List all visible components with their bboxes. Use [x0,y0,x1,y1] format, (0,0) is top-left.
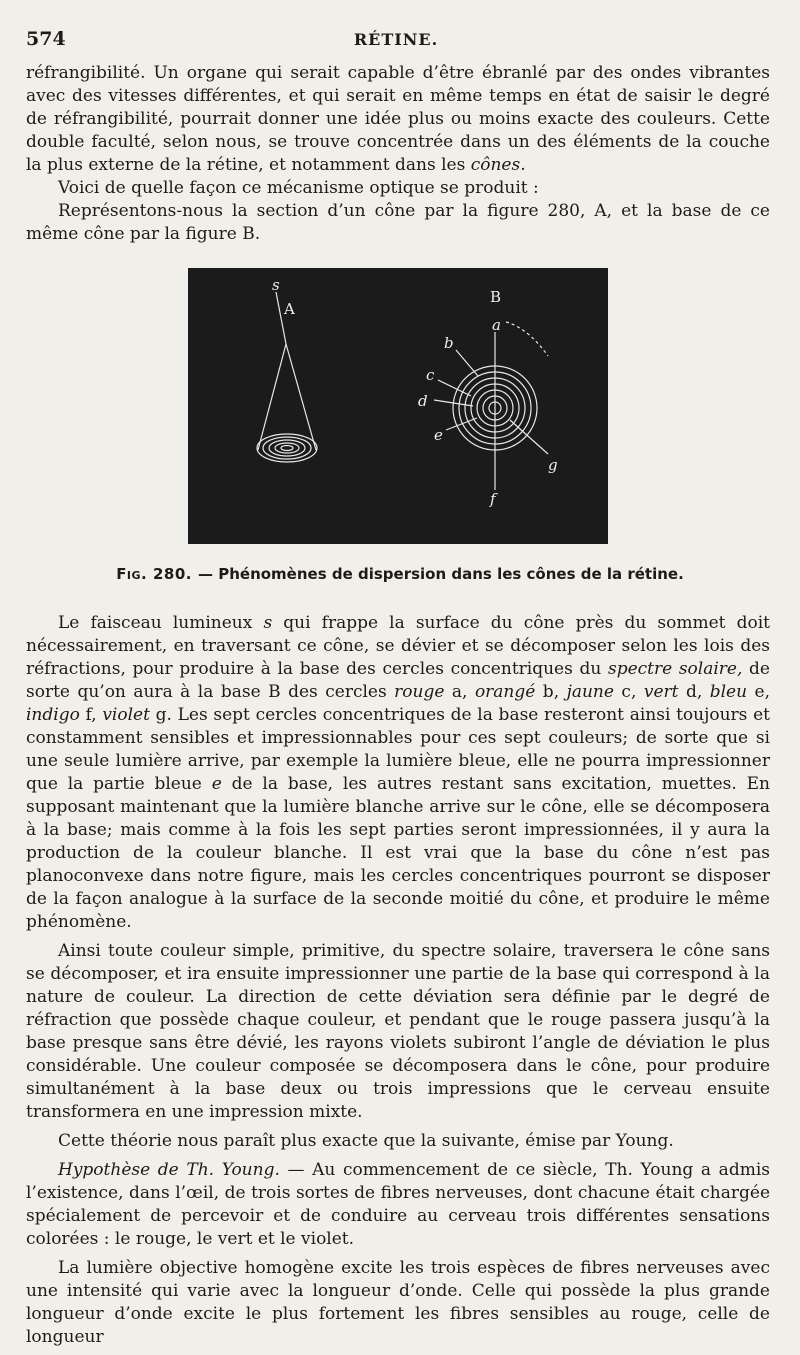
label-e: e [434,426,443,444]
figure-caption-label: Fig. 280. [116,565,192,583]
figure-280 [188,268,608,544]
label-g: g [548,456,558,474]
body-paragraph-1: Le faisceau lumineux s qui frappe la surface du cône près du sommet doit nécessairement, en traversant ce cône, se dévier et se décomposer selon les lois des réfractions, pour produire à la base des cercles concentriques du spectre solaire, de sorte qu’on aura à la base B des cercles rouge a, orangé b, jaune c, vert d, bleu e, indigo f, violet g. Les sept cercles concentriques de la base resteront ainsi toujours et constamment sensibles et impressionnables pour ces sept couleurs; de sorte que si une seule lumière arrive, par exemple la lumière bleue, elle ne pourra impressionner que la partie bleue e de la base, les autres restant sans excitation, muettes. En supposant maintenant que la lumière blanche arrive sur le cône, elle se décomposera à la base; mais comme à la fois les sept parties seront impressionnées, il y aura la production de la couleur blanche. Il est vrai que la base du cône n’est pas planoconvexe dans notre figure, mais les cercles concentriques pourront se disposer de la façon analogue à la surface de la seconde moitié du cône, et produire le même phénomène. [26,613,771,932]
label-s: s [272,276,280,294]
cone-base-ring-4 [275,443,299,453]
arc-curve [506,322,548,356]
running-head: RÉTINE. [353,30,439,49]
intro-text [26,62,770,246]
leader-c [438,380,471,396]
intro-paragraph-3: Représentons-nous la section d’un cône par la figure 280, A, et la base de ce même cône par la figure B. [26,201,770,244]
figure-illustration [188,268,608,544]
label-B: B [490,288,502,306]
intro-paragraph-2: Voici de quelle façon ce mécanisme optique se produit : [58,178,539,198]
body-paragraph-2: Ainsi toute couleur simple, primitive, du spectre solaire, traversera le cône sans se décomposer, et ira ensuite impressionner une partie de la base qui correspond à la nature de couleur. La direction de cette déviation sera définie par le degré de réfraction que possède chaque couleur, et pendant que le rouge passera jusqu’à la base presque sans être dévié, les rayons violets subiront l’angle de déviation le plus considérable. Une couleur composée se décomposera dans le cône, pour produire simultanément à la base deux ou trois impressions que le cerveau ensuite transformera en une impression mixte. [26,941,770,1122]
body-paragraph-4: Hypothèse de Th. Young. — Au commencement de ce siècle, Th. Young a admis l’existence, dans l’œil, de trois sortes de fibres nerveuses, dont chacune était chargée spécialement de percevoir et de conduire au cerveau trois différentes sensations colorées : le rouge, le vert et le violet. [26,1160,770,1249]
figure-caption-text: — Phénomènes de dispersion dans les cônes de la rétine. [198,565,684,583]
cone-base-ring-1 [257,434,317,462]
label-b: b [444,334,454,352]
body-paragraph-3: Cette théorie nous paraît plus exacte que la suivante, émise par Young. [58,1131,674,1151]
label-d: d [418,392,428,410]
body-text [26,612,770,1355]
label-a: a [492,316,501,334]
intro-paragraph-1: réfrangibilité. Un organe qui serait capable d’être ébranlé par des ondes vibrantes avec des vitesses différentes, et qui serait en même temps en état de saisir le degré de réfrangibilité, pourrait donner une idée plus ou moins exacte des couleurs. Cette double faculté, selon nous, se trouve concentrée dans un des éléments de la couche la plus externe de la rétine, et notamment dans les cônes. [26,63,770,175]
page-number: 574 [26,28,66,50]
label-f: f [490,490,496,508]
figure-caption [0,565,800,583]
cone-base-ring-5 [281,446,293,451]
label-A: A [284,300,295,318]
body-paragraph-5: La lumière objective homogène excite les trois espèces de fibres nerveuses avec une intensité qui varie avec la longueur d’onde. Celle qui possède la plus grande longueur d’onde excite le plus fortement les fibres sensibles au rouge, celle de longueur [26,1258,770,1347]
label-c: c [426,366,435,384]
page-header [26,28,766,54]
leader-b [456,350,478,376]
